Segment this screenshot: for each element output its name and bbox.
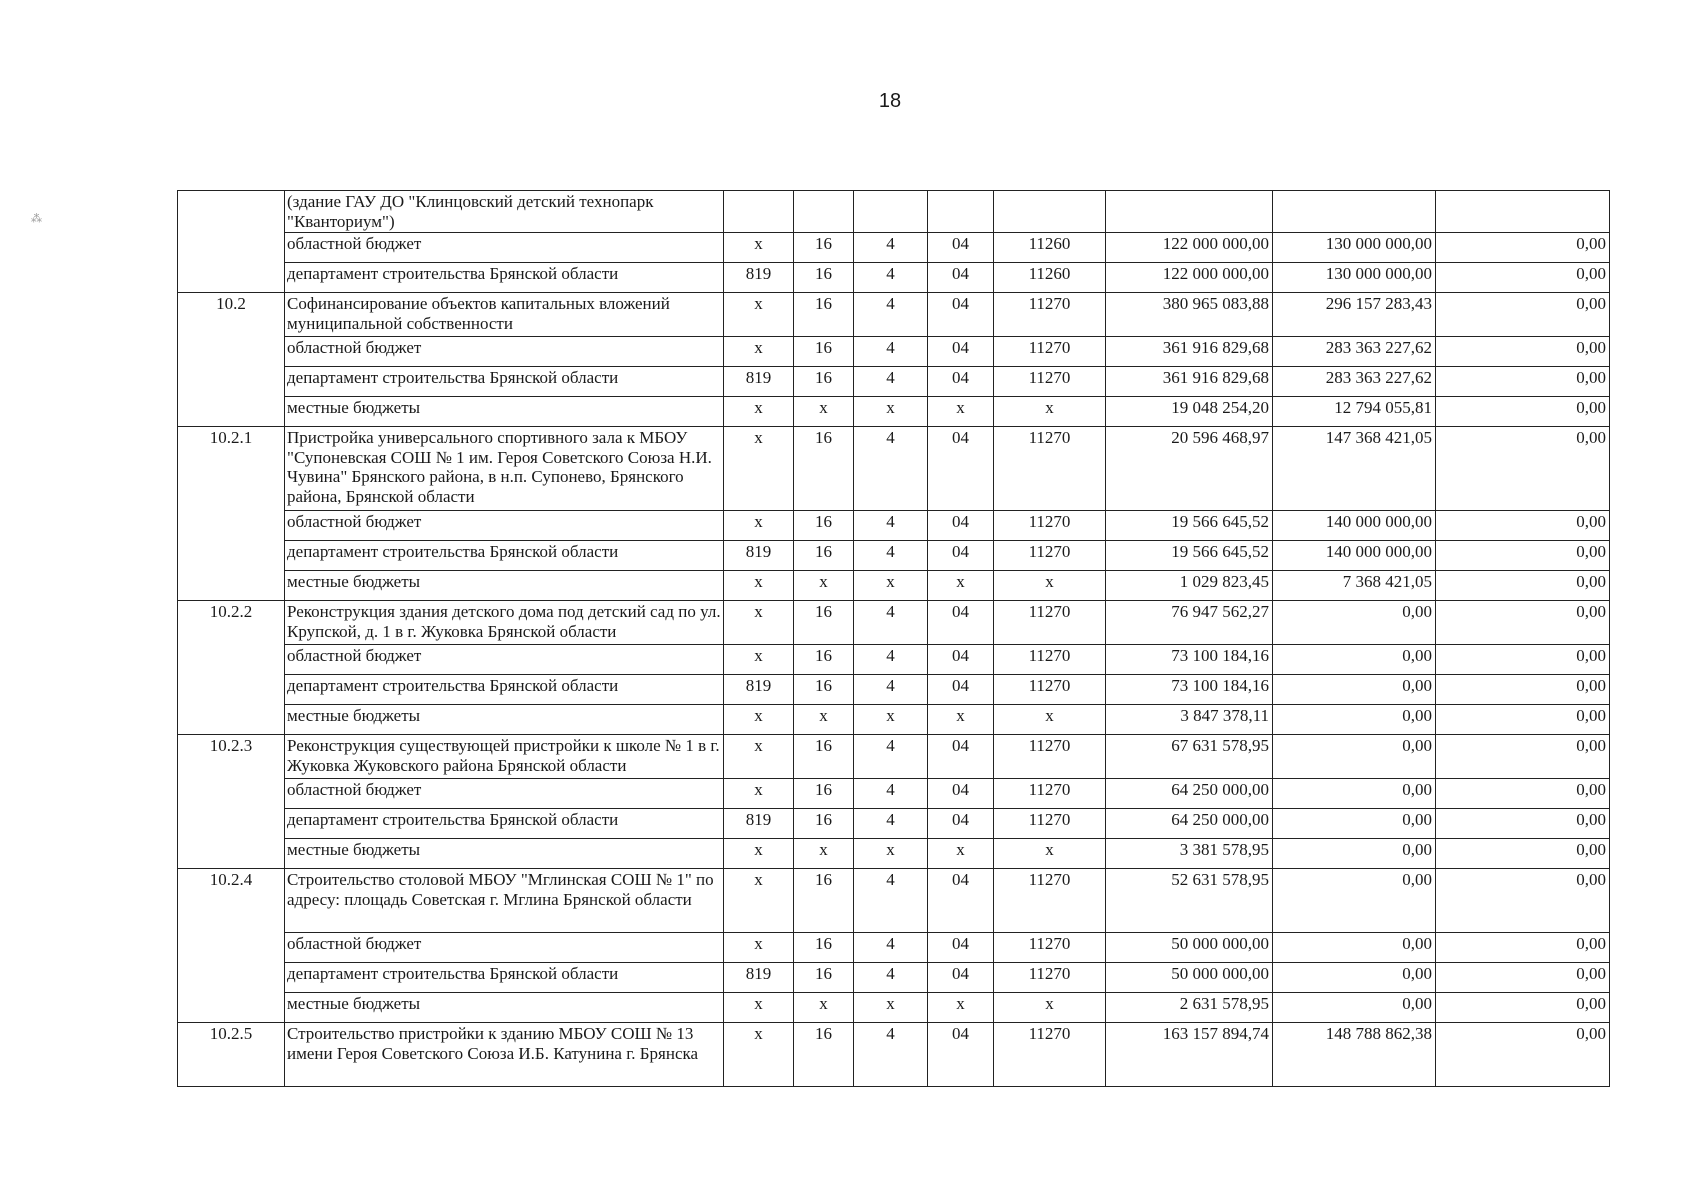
amount-year2-cell: 0,00 [1273,601,1436,645]
direction-code-cell: х [994,993,1106,1023]
amount-year3-cell: 0,00 [1436,337,1610,367]
pr-code-cell: 4 [854,963,928,993]
amount-year3-cell: 0,00 [1436,809,1610,839]
rz-code-cell: 16 [794,1023,854,1087]
pr-code-cell: 4 [854,427,928,511]
amount-year3-cell: 0,00 [1436,869,1610,933]
pr-code-cell: 4 [854,869,928,933]
direction-code-cell: 11270 [994,1023,1106,1087]
amount-year2-cell: 0,00 [1273,809,1436,839]
table-row [178,779,1610,809]
gp-code-cell: 04 [928,367,994,397]
pr-code-cell: 4 [854,337,928,367]
amount-year2-cell: 148 788 862,38 [1273,1023,1436,1087]
row-name-cell: департамент строительства Брянской области [285,541,724,571]
rz-code-cell: 16 [794,963,854,993]
rz-code-cell: 16 [794,367,854,397]
grbs-code-cell: х [724,511,794,541]
amount-year2-cell: 12 794 055,81 [1273,397,1436,427]
table-row [178,263,1610,293]
row-name-cell: местные бюджеты [285,993,724,1023]
amount-year1-cell: 2 631 578,95 [1106,993,1273,1023]
row-name-cell: Софинансирование объектов капитальных вложений муниципальной собственности [285,293,724,337]
rz-code-cell: 16 [794,541,854,571]
amount-year3-cell: 0,00 [1436,427,1610,511]
direction-code-cell: 11270 [994,735,1106,779]
direction-code-cell: 11270 [994,427,1106,511]
row-name-cell: местные бюджеты [285,839,724,869]
amount-year3-cell [1436,191,1610,233]
rz-code-cell: 16 [794,779,854,809]
row-name-cell: областной бюджет [285,933,724,963]
table-row [178,337,1610,367]
table-row [178,293,1610,337]
amount-year1-cell: 122 000 000,00 [1106,263,1273,293]
row-name-cell: областной бюджет [285,645,724,675]
amount-year3-cell: 0,00 [1436,675,1610,705]
row-name-cell: департамент строительства Брянской области [285,367,724,397]
direction-code-cell: 11270 [994,337,1106,367]
row-name-cell: областной бюджет [285,511,724,541]
table-row [178,397,1610,427]
gp-code-cell: 04 [928,263,994,293]
amount-year3-cell: 0,00 [1436,263,1610,293]
grbs-code-cell: 819 [724,263,794,293]
gp-code-cell: 04 [928,933,994,963]
rz-code-cell: 16 [794,675,854,705]
rz-code-cell: 16 [794,809,854,839]
direction-code-cell [994,191,1106,233]
pr-code-cell: х [854,397,928,427]
amount-year2-cell: 0,00 [1273,779,1436,809]
amount-year2-cell: 140 000 000,00 [1273,511,1436,541]
table-row [178,191,1610,233]
grbs-code-cell: х [724,293,794,337]
gp-code-cell: 04 [928,541,994,571]
table-row [178,427,1610,511]
amount-year3-cell: 0,00 [1436,601,1610,645]
amount-year2-cell: 296 157 283,43 [1273,293,1436,337]
rz-code-cell: 16 [794,293,854,337]
row-name-cell: местные бюджеты [285,705,724,735]
pr-code-cell: 4 [854,779,928,809]
page-number: 18 [878,90,902,112]
gp-code-cell: 04 [928,809,994,839]
amount-year1-cell: 3 847 378,11 [1106,705,1273,735]
row-name-cell: областной бюджет [285,233,724,263]
table-row [178,601,1610,645]
table-row [178,675,1610,705]
grbs-code-cell: 819 [724,541,794,571]
amount-year2-cell: 0,00 [1273,869,1436,933]
amount-year2-cell: 140 000 000,00 [1273,541,1436,571]
row-number-cell: 10.2.4 [178,869,285,1023]
direction-code-cell: 11270 [994,675,1106,705]
amount-year1-cell: 19 566 645,52 [1106,541,1273,571]
rz-code-cell: 16 [794,735,854,779]
row-name-cell: областной бюджет [285,779,724,809]
amount-year1-cell: 122 000 000,00 [1106,233,1273,263]
grbs-code-cell: х [724,571,794,601]
grbs-code-cell: х [724,601,794,645]
pr-code-cell: х [854,705,928,735]
table-row [178,1023,1610,1087]
gp-code-cell: 04 [928,779,994,809]
table-row [178,571,1610,601]
amount-year3-cell: 0,00 [1436,367,1610,397]
direction-code-cell: 11270 [994,645,1106,675]
table-row [178,541,1610,571]
grbs-code-cell: х [724,735,794,779]
amount-year1-cell: 50 000 000,00 [1106,963,1273,993]
direction-code-cell: 11270 [994,963,1106,993]
amount-year1-cell: 163 157 894,74 [1106,1023,1273,1087]
amount-year2-cell: 0,00 [1273,675,1436,705]
row-name-cell: Строительство пристройки к зданию МБОУ СОШ № 13 имени Героя Советского Союза И.Б. Катунина г. Брянска [285,1023,724,1087]
pr-code-cell: х [854,571,928,601]
pr-code-cell: х [854,993,928,1023]
amount-year1-cell: 380 965 083,88 [1106,293,1273,337]
gp-code-cell: 04 [928,293,994,337]
direction-code-cell: 11270 [994,601,1106,645]
amount-year2-cell: 0,00 [1273,933,1436,963]
rz-code-cell: х [794,397,854,427]
pr-code-cell: 4 [854,675,928,705]
amount-year3-cell: 0,00 [1436,933,1610,963]
table-row [178,963,1610,993]
grbs-code-cell [724,191,794,233]
scan-speck: ⁂ [31,213,42,225]
row-name-cell: департамент строительства Брянской области [285,675,724,705]
row-number-cell [178,191,285,293]
rz-code-cell: 16 [794,511,854,541]
grbs-code-cell: х [724,839,794,869]
amount-year2-cell: 0,00 [1273,993,1436,1023]
amount-year1-cell: 3 381 578,95 [1106,839,1273,869]
amount-year3-cell: 0,00 [1436,397,1610,427]
pr-code-cell: 4 [854,809,928,839]
amount-year2-cell: 130 000 000,00 [1273,233,1436,263]
row-name-cell: Строительство столовой МБОУ "Мглинская СОШ № 1" по адресу: площадь Советская г. Мглина Брянской области [285,869,724,933]
row-name-cell: местные бюджеты [285,397,724,427]
budget-table [177,190,1610,1087]
direction-code-cell: х [994,397,1106,427]
table-row [178,809,1610,839]
amount-year1-cell: 20 596 468,97 [1106,427,1273,511]
direction-code-cell: 11270 [994,869,1106,933]
amount-year2-cell: 147 368 421,05 [1273,427,1436,511]
row-name-cell: Реконструкция существующей пристройки к школе № 1 в г. Жуковка Жуковского района Брянской области [285,735,724,779]
grbs-code-cell: х [724,427,794,511]
row-name-cell: департамент строительства Брянской области [285,963,724,993]
pr-code-cell [854,191,928,233]
amount-year3-cell: 0,00 [1436,839,1610,869]
table-row [178,367,1610,397]
amount-year1-cell: 67 631 578,95 [1106,735,1273,779]
amount-year2-cell: 0,00 [1273,645,1436,675]
amount-year1-cell: 50 000 000,00 [1106,933,1273,963]
gp-code-cell: 04 [928,963,994,993]
row-name-cell: департамент строительства Брянской области [285,809,724,839]
row-number-cell: 10.2.1 [178,427,285,601]
amount-year3-cell: 0,00 [1436,705,1610,735]
amount-year1-cell [1106,191,1273,233]
row-number-cell: 10.2 [178,293,285,427]
pr-code-cell: 4 [854,233,928,263]
rz-code-cell: 16 [794,263,854,293]
amount-year2-cell: 0,00 [1273,735,1436,779]
amount-year3-cell: 0,00 [1436,571,1610,601]
amount-year3-cell: 0,00 [1436,735,1610,779]
amount-year1-cell: 361 916 829,68 [1106,337,1273,367]
grbs-code-cell: 819 [724,809,794,839]
direction-code-cell: 11270 [994,779,1106,809]
amount-year1-cell: 19 566 645,52 [1106,511,1273,541]
amount-year2-cell: 130 000 000,00 [1273,263,1436,293]
amount-year1-cell: 76 947 562,27 [1106,601,1273,645]
direction-code-cell: х [994,705,1106,735]
direction-code-cell: х [994,571,1106,601]
amount-year2-cell: 0,00 [1273,963,1436,993]
gp-code-cell: 04 [928,735,994,779]
amount-year2-cell: 283 363 227,62 [1273,337,1436,367]
gp-code-cell: 04 [928,675,994,705]
grbs-code-cell: х [724,233,794,263]
amount-year3-cell: 0,00 [1436,541,1610,571]
rz-code-cell: х [794,839,854,869]
gp-code-cell: 04 [928,337,994,367]
pr-code-cell: 4 [854,511,928,541]
amount-year1-cell: 1 029 823,45 [1106,571,1273,601]
gp-code-cell [928,191,994,233]
amount-year3-cell: 0,00 [1436,233,1610,263]
pr-code-cell: 4 [854,293,928,337]
gp-code-cell: х [928,397,994,427]
gp-code-cell: 04 [928,511,994,541]
table-row [178,993,1610,1023]
rz-code-cell: 16 [794,869,854,933]
amount-year1-cell: 73 100 184,16 [1106,645,1273,675]
table-row [178,511,1610,541]
gp-code-cell: х [928,571,994,601]
gp-code-cell: х [928,839,994,869]
gp-code-cell: 04 [928,427,994,511]
table-row [178,735,1610,779]
row-name-cell: областной бюджет [285,337,724,367]
grbs-code-cell: х [724,779,794,809]
pr-code-cell: 4 [854,263,928,293]
direction-code-cell: 11270 [994,541,1106,571]
amount-year2-cell [1273,191,1436,233]
rz-code-cell: 16 [794,337,854,367]
rz-code-cell: 16 [794,933,854,963]
row-name-cell: (здание ГАУ ДО "Клинцовский детский технопарк "Кванториум") [285,191,724,233]
gp-code-cell: 04 [928,1023,994,1087]
table-row [178,645,1610,675]
amount-year2-cell: 0,00 [1273,705,1436,735]
gp-code-cell: 04 [928,601,994,645]
pr-code-cell: 4 [854,1023,928,1087]
amount-year3-cell: 0,00 [1436,963,1610,993]
pr-code-cell: 4 [854,735,928,779]
direction-code-cell: 11260 [994,233,1106,263]
amount-year3-cell: 0,00 [1436,645,1610,675]
amount-year2-cell: 283 363 227,62 [1273,367,1436,397]
direction-code-cell: 11270 [994,367,1106,397]
rz-code-cell: 16 [794,601,854,645]
row-name-cell: Пристройка универсального спортивного зала к МБОУ "Супоневская СОШ № 1 им. Героя Советского Союза Н.И. Чувина" Брянского района, в н.п. Супонево, Брянского района, Брянской области [285,427,724,511]
grbs-code-cell: х [724,993,794,1023]
amount-year2-cell: 7 368 421,05 [1273,571,1436,601]
amount-year3-cell: 0,00 [1436,293,1610,337]
amount-year3-cell: 0,00 [1436,1023,1610,1087]
amount-year1-cell: 73 100 184,16 [1106,675,1273,705]
direction-code-cell: 11270 [994,933,1106,963]
amount-year1-cell: 64 250 000,00 [1106,779,1273,809]
amount-year2-cell: 0,00 [1273,839,1436,869]
amount-year1-cell: 52 631 578,95 [1106,869,1273,933]
pr-code-cell: 4 [854,367,928,397]
direction-code-cell: х [994,839,1106,869]
row-number-cell: 10.2.3 [178,735,285,869]
rz-code-cell: 16 [794,233,854,263]
table-row [178,933,1610,963]
rz-code-cell: 16 [794,427,854,511]
table-row [178,233,1610,263]
grbs-code-cell: х [724,337,794,367]
pr-code-cell: 4 [854,601,928,645]
row-name-cell: Реконструкция здания детского дома под детский сад по ул. Крупской, д. 1 в г. Жуковка Брянской области [285,601,724,645]
grbs-code-cell: х [724,705,794,735]
gp-code-cell: 04 [928,233,994,263]
gp-code-cell: х [928,705,994,735]
pr-code-cell: х [854,839,928,869]
pr-code-cell: 4 [854,645,928,675]
gp-code-cell: 04 [928,645,994,675]
gp-code-cell: х [928,993,994,1023]
table-row [178,869,1610,933]
direction-code-cell: 11270 [994,809,1106,839]
row-number-cell: 10.2.2 [178,601,285,735]
amount-year3-cell: 0,00 [1436,511,1610,541]
direction-code-cell: 11270 [994,511,1106,541]
grbs-code-cell: х [724,933,794,963]
pr-code-cell: 4 [854,933,928,963]
rz-code-cell: 16 [794,645,854,675]
row-name-cell: департамент строительства Брянской области [285,263,724,293]
grbs-code-cell: 819 [724,675,794,705]
grbs-code-cell: 819 [724,367,794,397]
pr-code-cell: 4 [854,541,928,571]
row-name-cell: местные бюджеты [285,571,724,601]
grbs-code-cell: х [724,869,794,933]
grbs-code-cell: 819 [724,963,794,993]
amount-year1-cell: 361 916 829,68 [1106,367,1273,397]
table-row [178,705,1610,735]
rz-code-cell: х [794,571,854,601]
amount-year3-cell: 0,00 [1436,993,1610,1023]
direction-code-cell: 11260 [994,263,1106,293]
row-number-cell: 10.2.5 [178,1023,285,1087]
table-row [178,839,1610,869]
gp-code-cell: 04 [928,869,994,933]
grbs-code-cell: х [724,645,794,675]
rz-code-cell: х [794,993,854,1023]
rz-code-cell: х [794,705,854,735]
amount-year3-cell: 0,00 [1436,779,1610,809]
rz-code-cell [794,191,854,233]
grbs-code-cell: х [724,397,794,427]
amount-year1-cell: 19 048 254,20 [1106,397,1273,427]
grbs-code-cell: х [724,1023,794,1087]
direction-code-cell: 11270 [994,293,1106,337]
amount-year1-cell: 64 250 000,00 [1106,809,1273,839]
